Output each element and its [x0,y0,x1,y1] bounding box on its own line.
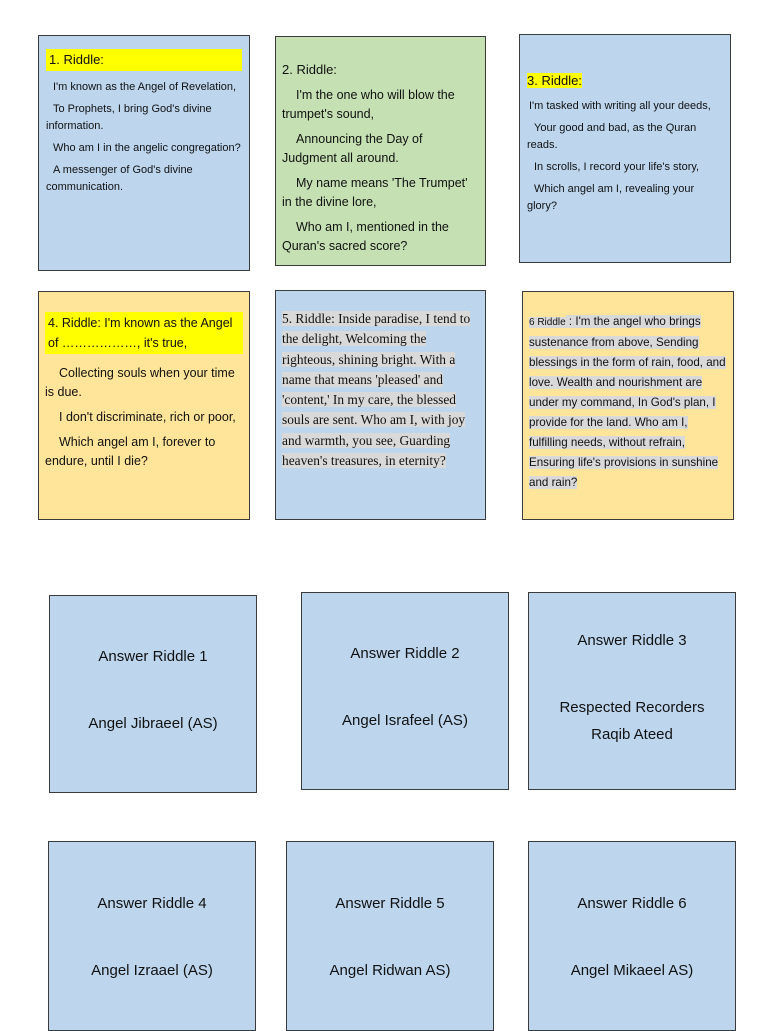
answer-label: Answer Riddle 1 [98,648,208,665]
answer-card-5 [286,841,494,1031]
riddle-line: Announcing the Day of Judgment all around. [282,132,423,165]
riddle-title: 1. Riddle: [46,49,242,71]
riddle-line: I'm tasked with writing all your deeds, [529,100,711,112]
answer-value: Angel Izraael (AS) [91,962,213,979]
riddle-title-text: 3. Riddle: [527,73,582,88]
riddle-line: Collecting souls when your time is due. [45,366,235,399]
answer-label: Answer Riddle 5 [335,895,445,912]
riddle-line: Who am I in the angelic congregation? [53,142,241,154]
riddle-card-4 [38,291,250,520]
answer-value: Angel Mikaeel AS) [570,962,694,979]
riddle-line: A messenger of God's divine communication. [46,164,193,193]
riddle-card-2 [275,36,486,266]
answer-card-6 [528,841,736,1031]
riddle-line: I'm known as the Angel of Revelation, [53,81,237,93]
riddle-text-span: 5. Riddle: Inside paradise, I tend to the delight, Welcoming the righteous, shining bright. With a name that means 'pleased' and 'content,' In my care, the blessed souls are sent. Who am I, with joy and warmth, you see, Guarding heaven's treasures, in eternity? [282,311,471,469]
riddle-line: My name means 'The Trumpet' in the divine lore, [282,176,468,209]
riddle-card-3 [519,34,731,263]
riddle-line: In scrolls, I record your life's story, [534,161,700,173]
riddle-line: Which angel am I, revealing your glory? [527,183,695,212]
answer-value: Angel Israfeel (AS) [342,712,468,729]
answer-value: Angel Jibraeel (AS) [88,715,218,732]
riddle-text-span: : I'm the angel who brings sustenance from above, Sending blessings in the form of rain, food, and love. Wealth and nourishment are under my command, In God's plan, I provide for the land. Who am I, fulfilling needs, without refrain, Ensuring life's provisions in sunshine and rain? [529,315,726,489]
riddle-card-1 [38,35,250,271]
riddle-line: I'm the one who will blow the trumpet's sound, [282,88,455,121]
answer-label: Answer Riddle 3 [577,632,687,649]
answer-card-3 [528,592,736,790]
riddle-card-5 [275,290,486,520]
riddle-line: I don't discriminate, rich or poor, [59,410,236,424]
answer-value: Raqib Ateed [591,726,673,743]
answer-label: Answer Riddle 4 [97,895,207,912]
riddle-text [282,309,479,471]
answer-card-2 [301,592,509,790]
riddle-label: 6 Riddle [529,317,566,328]
riddle-line: To Prophets, I bring God's divine information. [46,103,212,132]
riddle-title [527,72,724,90]
riddle-card-6 [522,291,734,520]
riddle-line: Who am I, mentioned in the Quran's sacred score? [282,220,449,253]
riddle-title: 4. Riddle: I'm known as the Angel of ………………, it's true, [45,312,243,354]
answer-card-4 [48,841,256,1031]
answer-card-1 [49,595,257,793]
riddle-line: Your good and bad, as the Quran reads. [527,122,697,151]
answer-value: Angel Ridwan AS) [329,962,451,979]
answer-value: Respected Recorders [559,699,705,716]
riddle-line: Which angel am I, forever to endure, until I die? [45,435,216,468]
riddle-title: 2. Riddle: [282,62,337,77]
answer-label: Answer Riddle 6 [577,895,687,912]
answer-label: Answer Riddle 2 [350,645,460,662]
riddle-text [529,312,727,493]
